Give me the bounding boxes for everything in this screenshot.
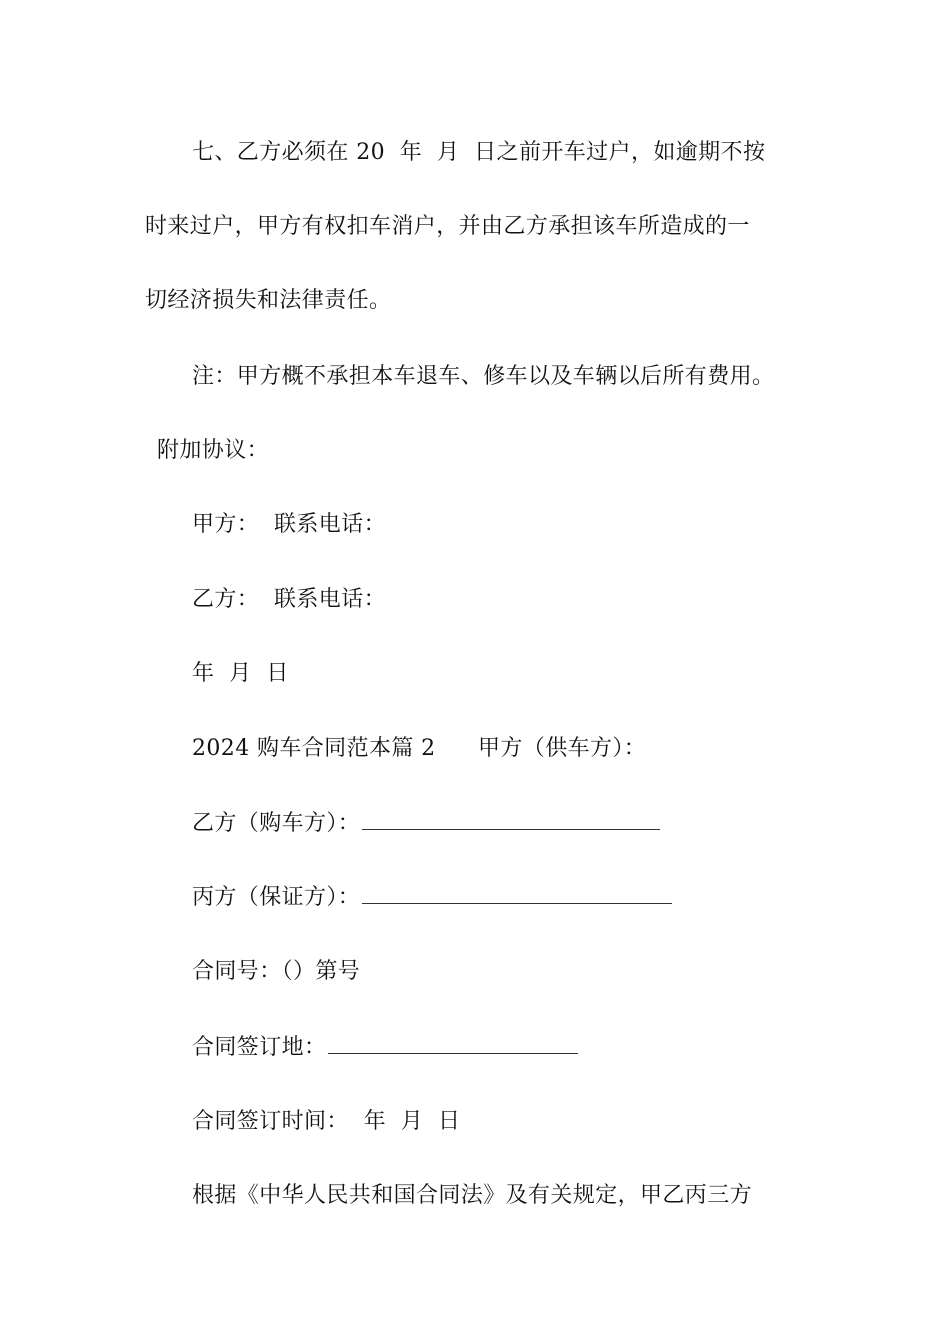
buyer-line — [192, 809, 660, 839]
sign-place-label: 合同签订地： — [192, 1035, 327, 1060]
seller-label: 甲方（供车方）： — [478, 736, 647, 761]
paragraph-7-line-3: 切经济损失和法律责任。 — [145, 288, 392, 313]
guarantor-label: 丙方（保证方）： — [192, 885, 361, 910]
sign-place-line — [192, 1033, 578, 1063]
sign-place-blank — [328, 1033, 578, 1054]
basis-paragraph: 根据《中华人民共和国合同法》及有关规定，甲乙丙三方 — [192, 1183, 753, 1208]
guarantor-blank — [362, 883, 672, 904]
contract-number-line: 合同号：（）第号 — [192, 959, 361, 984]
paragraph-7-line-2: 时来过户，甲方有权扣车消户，并由乙方承担该车所造成的一 — [145, 214, 750, 239]
note-paragraph: 注：甲方概不承担本车退车、修车以及车辆以后所有费用。 — [192, 364, 775, 389]
section-2-heading: 2024 购车合同范本篇 2 — [192, 736, 436, 761]
guarantor-line — [192, 883, 672, 913]
party-b-contact-line: 乙方： 联系电话： — [192, 587, 386, 612]
date-line: 年 月 日 — [192, 661, 289, 686]
buyer-label: 乙方（购车方）： — [192, 811, 361, 836]
party-a-contact-line: 甲方： 联系电话： — [192, 512, 386, 537]
addendum-title: 附加协议： — [157, 438, 270, 463]
sign-time-line: 合同签订时间： 年 月 日 — [192, 1109, 461, 1134]
paragraph-7-line-1: 七、乙方必须在 20 年 月 日之前开车过户，如逾期不按 — [192, 140, 766, 165]
buyer-blank — [362, 809, 660, 830]
